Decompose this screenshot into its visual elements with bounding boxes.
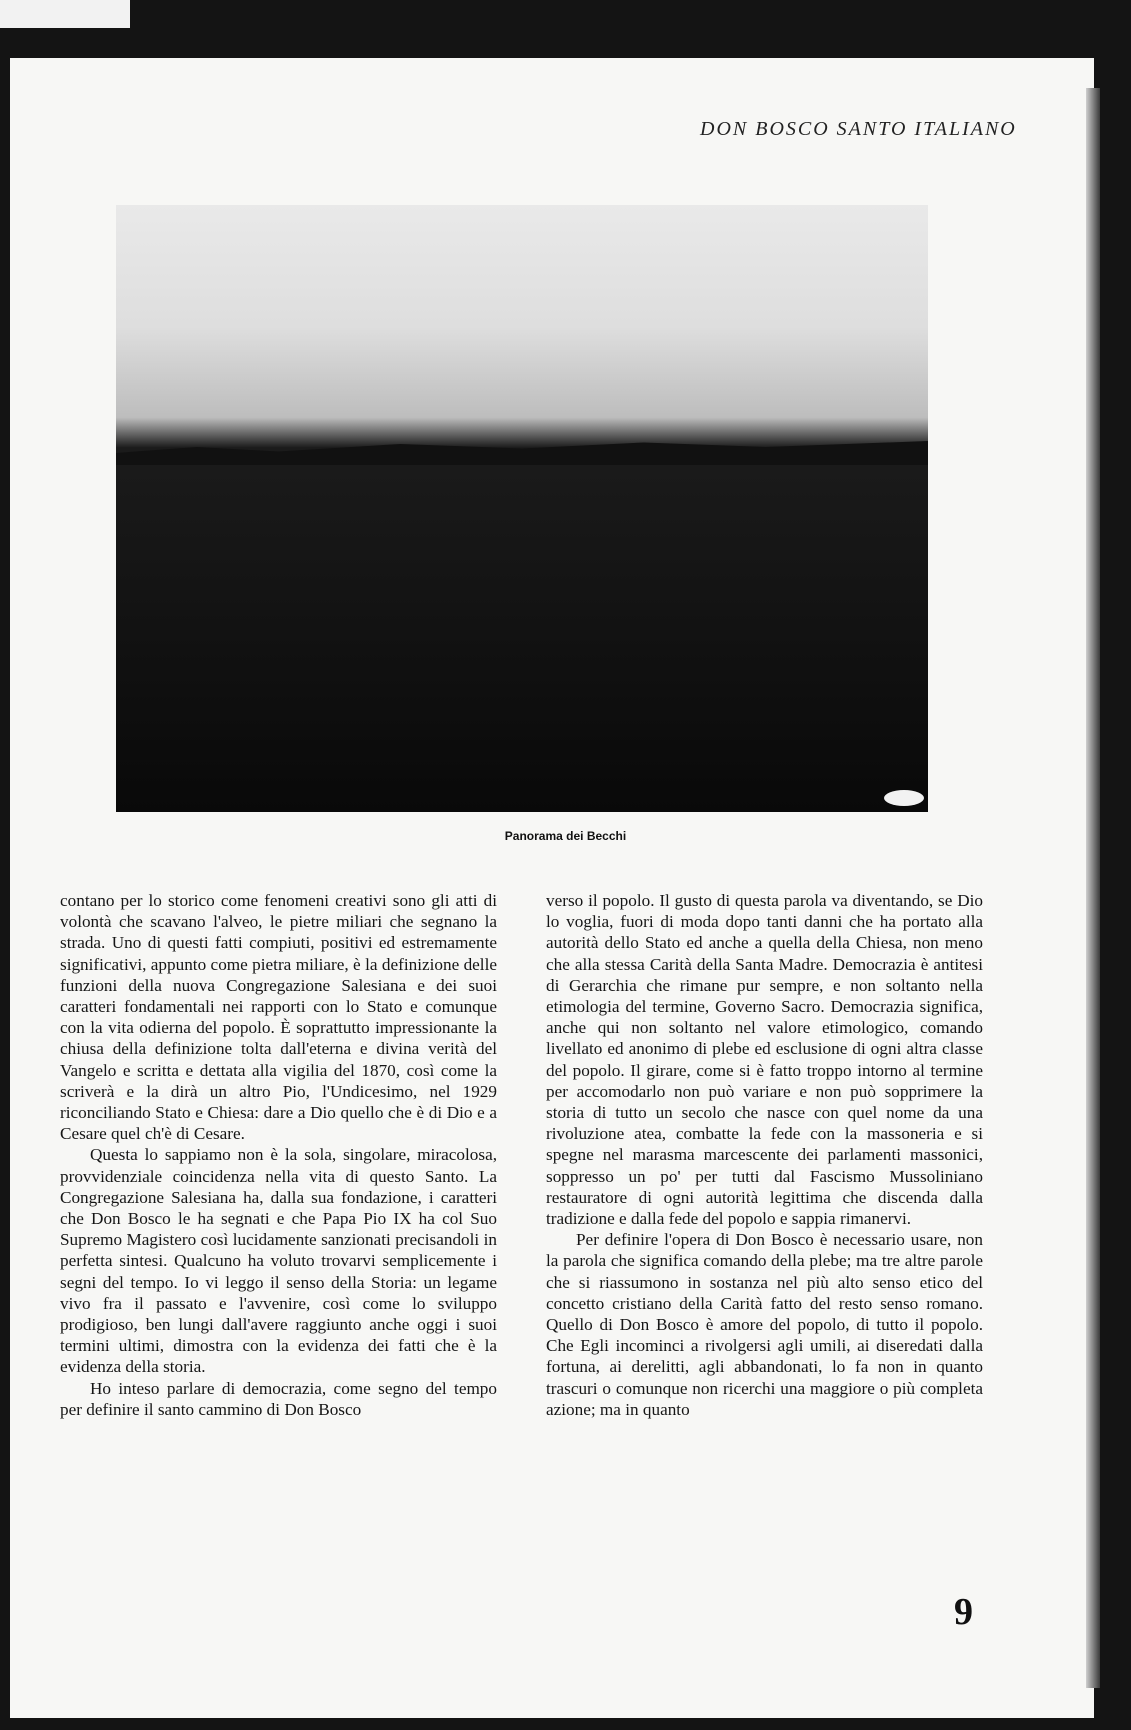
panorama-photo (116, 205, 928, 812)
photo-blemish (884, 790, 924, 806)
left-column (60, 890, 497, 1420)
right-column (546, 890, 983, 1420)
page-number: 9 (954, 1591, 973, 1633)
running-title: DON BOSCO SANTO ITALIANO (700, 118, 1017, 140)
photo-caption: Panorama dei Becchi (504, 829, 627, 843)
scan-notch (0, 0, 130, 28)
left-paragraph-3: Ho inteso parlare di democrazia, come segno del tempo per definire il santo cammino di Don Bosco (60, 1378, 497, 1419)
right-paragraph-2: Per definire l'opera di Don Bosco è necessario usare, non la parola che significa comando della plebe; ma tre altre parole che si riassumono in sostanza nel più alto senso etico del concetto cristiano della Carità fatto del resto senso romano. Quello di Don Bosco è amore del popolo, di tutto il popolo. Che Egli incominci a rivolgersi agli umili, ai diseredati dalla fortuna, ai derelitti, agli abbandonati, lo fa non in quanto trascuri o comunque non ricerchi una maggiore o più completa azione; ma in quanto (546, 1230, 983, 1419)
left-paragraph-2: Questa lo sappiamo non è la sola, singolare, miracolosa, provvidenziale coincidenza nella vita di questo Santo. La Congregazione Salesiana ha, dalla sua fondazione, i caratteri che Don Bosco le ha segnati e che Papa Pio IX ha col Suo Supremo Magistero così lucidamente sanzionati precisandoli in perfetta sintesi. Qualcuno ha voluto trovarvi semplicemente i segni del tempo. Io vi leggo il senso della Storia: un legame vivo fra il passato e l'avvenire, così come lo sviluppo prodigioso, ben lungi dall'avere raggiunto anche oggi i suoi termini ultimi, dimostra con la evidenza dei fatti che è la evidenza della storia. (60, 1145, 497, 1377)
right-paragraph-1: verso il popolo. Il gusto di questa parola va diventando, se Dio lo voglia, fuori di moda dopo tanti danni che ha portato alla autorità dello Stato ed anche a quella della Chiesa, non meno che alla stessa Carità della Santa Madre. Democrazia è antitesi di Gerarchia che rimane pur sempre, e non soltanto nella etimologia del termine, Governo Sacro. Democrazia significa, anche qui non soltanto nel valore etimologico, comando livellato ed anonimo di plebe ed esclusione di ogni altra classe del popolo. Il girare, come si è fatto troppo intorno al termine per accomodarlo non può variare e non può sopprimere la storia di tutto un secolo che nasce con quel nome da una rivoluzione atea, combatte la fede con la massoneria e si spegne nel marasma marcescente dei parlamenti massonici, soppresso un po' per tutti dal Fascismo Mussoliniano restauratore di ogni autorità legittima che discenda dalla tradizione e dalla fede del popolo e sappia rimanervi. (546, 891, 983, 1229)
left-paragraph-1: contano per lo storico come fenomeni creativi sono gli atti di volontà che scavano l'alveo, le pietre miliari che segnano la strada. Uno di questi fatti compiuti, positivi ed estremamente significativi, appunto come pietra miliare, è la definizione delle funzioni della nuova Congregazione Salesiana e dei suoi caratteri fondamentali nei rapporti con lo Stato e comunque con la vita odierna del popolo. È soprattutto impressionante la chiusa della definizione tolta dall'eterna e divina verità del Vangelo e scritta e dettata alla vigilia del 1870, così come la scriverà e la dirà un altro Pio, l'Undicesimo, nel 1929 riconciliando Stato e Chiesa: dare a Dio quello che è di Dio e a Cesare quel ch'è di Cesare. (60, 891, 497, 1144)
hill-silhouette (116, 435, 928, 465)
